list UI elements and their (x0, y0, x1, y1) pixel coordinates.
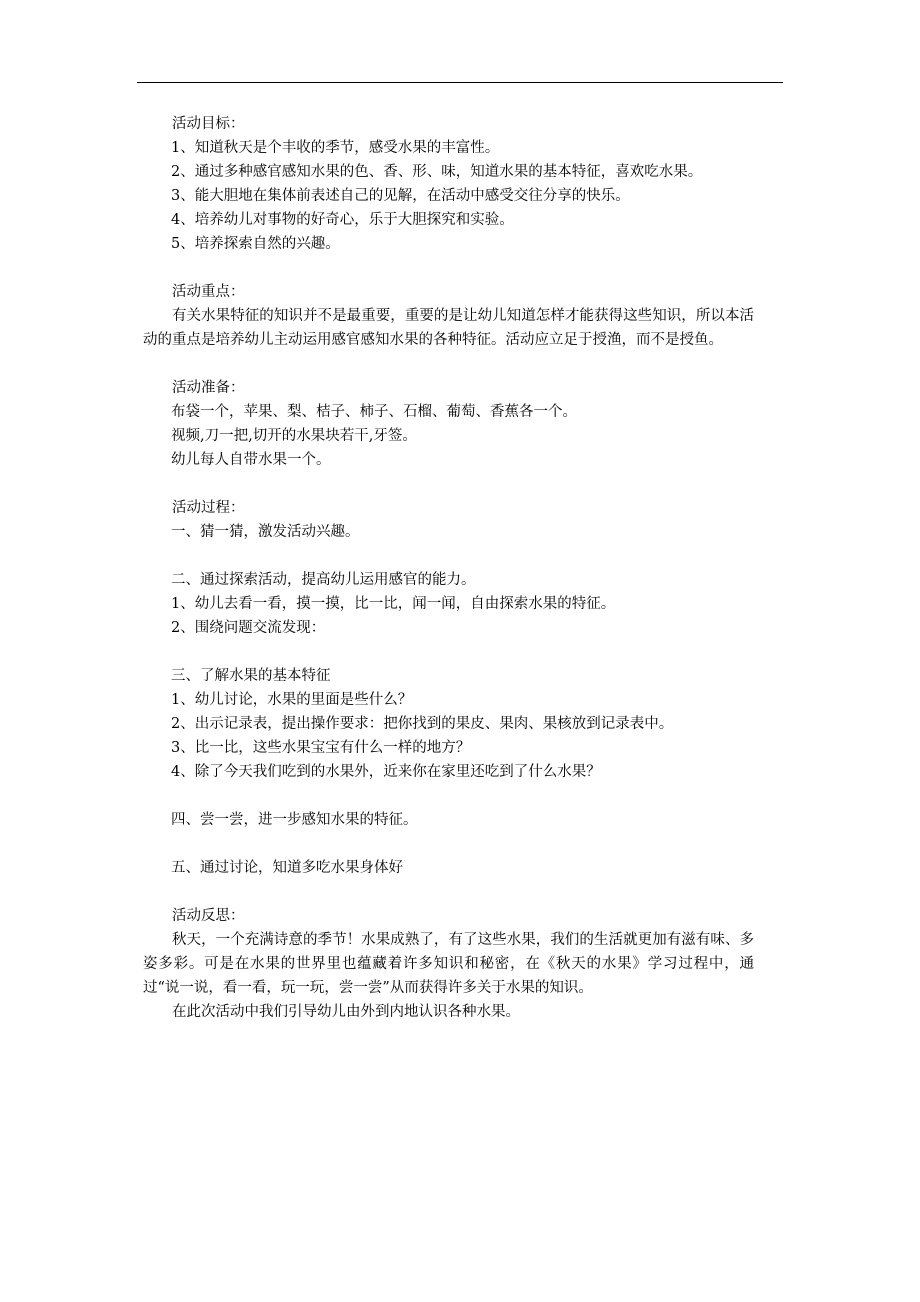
spacer (172, 640, 782, 664)
preparation-item: 视频,刀一把,切开的水果块若干,牙签。 (171, 428, 417, 444)
process-step-3-item: 3、比一比，这些水果宝宝有什么一样的地方？ (171, 740, 471, 756)
spacer (172, 784, 782, 808)
spacer (172, 832, 782, 856)
spacer (172, 880, 782, 904)
focus-paragraph: 有关水果特征的知识并不是最重要，重要的是让幼儿知道怎样才能获得这些知识，所以本活动的重点是培养幼儿主动运用感官感知水果的各种特征。活动应立足于授渔，而不是授鱼。 (143, 308, 754, 348)
goal-item: 5、培养探索自然的兴趣。 (171, 236, 340, 252)
document-body (143, 112, 782, 1024)
process-step-4: 四、尝一尝，进一步感知水果的特征。 (171, 812, 418, 828)
process-step-3-item: 2、出示记录表，提出操作要求：把你找到的果皮、果肉、果核放到记录表中。 (171, 716, 674, 732)
goal-item: 2、通过多种感官感知水果的色、香、形、味，知道水果的基本特征，喜欢吃水果。 (171, 164, 703, 180)
process-step-3-title: 三、了解水果的基本特征 (171, 668, 331, 684)
process-step-3-item: 4、除了今天我们吃到的水果外，近来你在家里还吃到了什么水果？ (171, 764, 601, 780)
reflection-paragraph: 秋天，一个充满诗意的季节！水果成熟了，有了这些水果，我们的生活就更加有滋有味、多姿多彩。可是在水果的世界里也蕴藏着许多知识和秘密，在《秋天的水果》学习过程中，通过“说一说，看一看，玩一玩，尝一尝”从而获得许多关于水果的知识。 (143, 932, 754, 996)
process-step-5: 五、通过讨论，知道多吃水果身体好 (171, 860, 403, 876)
header-rule (137, 82, 783, 83)
preparation-heading: 活动准备： (172, 380, 245, 396)
goal-item: 4、培养幼儿对事物的好奇心，乐于大胆探究和实验。 (171, 212, 514, 228)
spacer (172, 472, 782, 496)
spacer (172, 544, 782, 568)
reflection-heading: 活动反思： (172, 908, 245, 924)
reflection-paragraph: 在此次活动中我们引导幼儿由外到内地认识各种水果。 (172, 1004, 520, 1020)
process-step-1: 一、猜一猜，激发活动兴趣。 (171, 524, 360, 540)
process-step-2-item: 1、幼儿去看一看，摸一摸，比一比，闻一闻，自由探索水果的特征。 (171, 596, 616, 612)
process-step-3-item: 1、幼儿讨论，水果的里面是些什么？ (171, 692, 413, 708)
goals-heading: 活动目标： (172, 116, 245, 132)
process-step-2-item: 2、围绕问题交流发现： (171, 620, 326, 636)
focus-heading: 活动重点： (172, 284, 245, 300)
process-heading: 活动过程： (172, 500, 245, 516)
goal-item: 1、知道秋天是个丰收的季节，感受水果的丰富性。 (171, 140, 500, 156)
spacer (172, 352, 782, 376)
goal-item: 3、能大胆地在集体前表述自己的见解，在活动中感受交往分享的快乐。 (171, 188, 630, 204)
preparation-item: 布袋一个，苹果、梨、桔子、柿子、石榴、葡萄、香蕉各一个。 (171, 404, 577, 420)
spacer (172, 256, 782, 280)
process-step-2-title: 二、通过探索活动，提高幼儿运用感官的能力。 (171, 572, 476, 588)
preparation-item: 幼儿每人自带水果一个。 (171, 452, 331, 468)
